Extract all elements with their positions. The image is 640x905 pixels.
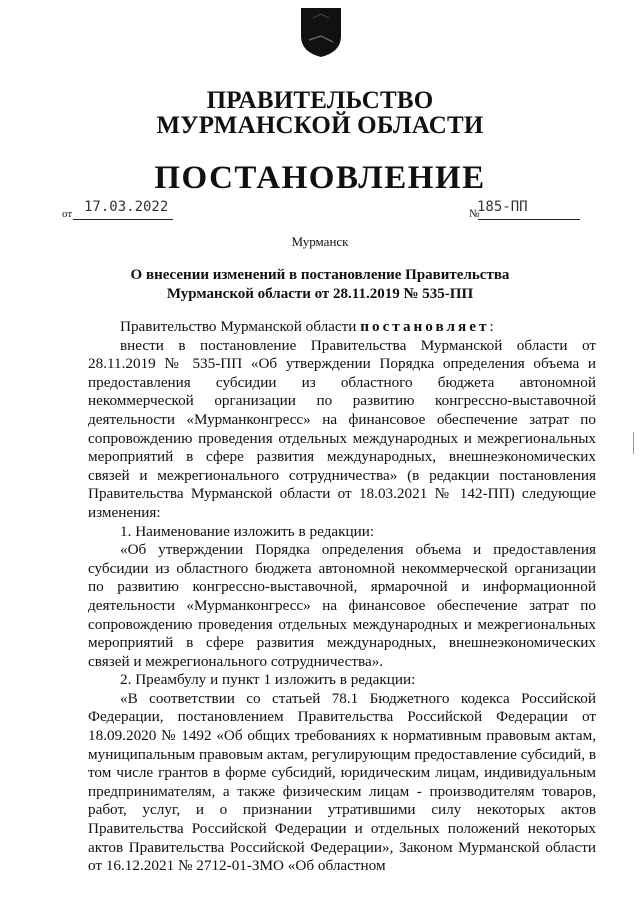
intro-text: Правительство Мурманской области (120, 318, 357, 335)
intro-colon: : (489, 318, 494, 335)
city-name: Мурманск (291, 234, 349, 249)
scan-margin-mark (633, 432, 634, 454)
organization-name-line1: ПРАВИТЕЛЬСТВО (206, 87, 434, 114)
paragraph-item-2: 2. Преамбулу и пункт 1 изложить в редакции: (120, 671, 416, 689)
intro-decree-word: постановляет (360, 318, 490, 335)
coat-of-arms-emblem (299, 6, 343, 58)
paragraph-item-1: 1. Наименование изложить в редакции: (120, 522, 375, 540)
number-prefix: № (469, 208, 480, 220)
intro-paragraph (88, 318, 596, 337)
paragraph-preamble: «В соответствии со статьей 78.1 Бюджетного кодекса Российской Федерации, постановлением Правительства Российской Федерации от 18.09.2020 № 1492 «Об общих требованиях к нормативным правовым актам, муниципальным правовым актам, регулирующим предоставление субсидий, в том числе грантов в форме субсидий, юридическим лицам, индивидуальным предпринимателям, а также физическим лицам - производителям товаров, работ, услуг, и о признании утратившими силу некоторых актов Правительства Российской Федерации и отдельных положений некоторых актов Правительства Российской Федерации», Законом Мурманской области от 16.12.2021 № 2712-01-ЗМО «Об областном (88, 689, 596, 875)
document-date: 17.03.2022 (84, 199, 169, 215)
document-body (88, 318, 596, 876)
document-type-heading: ПОСТАНОВЛЕНИЕ (154, 160, 486, 196)
document-title-line1: О внесении изменений в постановление Правительства (130, 267, 510, 283)
paragraph-amendment: внести в постановление Правительства Мурманской области от 28.11.2019 № 535-ПП «Об утверждении Порядка определения объема и предоставления субсидии из областного бюджета автономной некоммерческой организации по развитию конгрессно-выставочной деятельности «Мурманконгресс» на финансовое обеспечение затрат по сопровождению проведения отдельных международных и межрегиональных мероприятий в сфере развития международных, внешнеэкономических связей и межрегионального сотрудничества» (в редакции постановления Правительства Мурманской области от 18.03.2021 № 142-ПП) следующие изменения: (88, 336, 596, 521)
organization-name-line2: МУРМАНСКОЙ ОБЛАСТИ (156, 112, 484, 139)
date-prefix: от (62, 208, 73, 220)
paragraph-new-name: «Об утверждении Порядка определения объема и предоставления субсидии из областного бюджета автономной некоммерческой организации по развитию конгрессно-выставочной, ярмарочной и информационной деятельности «Мурманконгресс» на финансовое обеспечение затрат по сопровождению проведения отдельных международных и межрегиональных мероприятий в сфере развития международных, внешнеэкономических связей и межрегионального сотрудничества». (88, 541, 596, 670)
document-number: 185-ПП (477, 199, 528, 215)
date-underline (73, 219, 173, 220)
number-underline (478, 219, 580, 220)
document-title-line2: Мурманской области от 28.11.2019 № 535-ПП (166, 286, 474, 302)
